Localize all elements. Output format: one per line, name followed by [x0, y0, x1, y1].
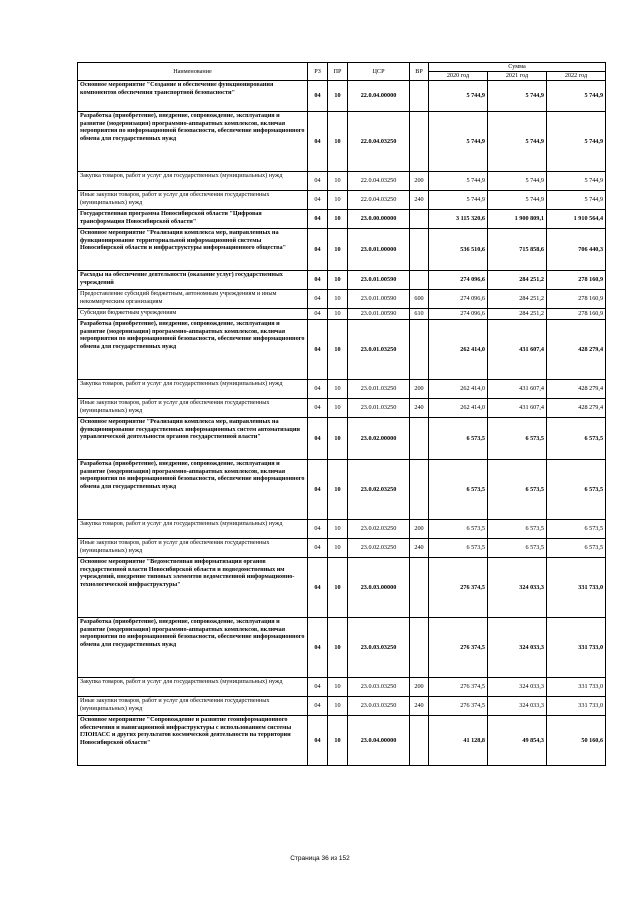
row-csr: 23.0.03.03250	[348, 697, 410, 716]
row-name: Закупка товаров, работ и услуг для государственных (муниципальных) нужд	[78, 678, 308, 697]
row-pr: 10	[328, 81, 348, 112]
row-csr: 23.0.02.03250	[348, 520, 410, 539]
row-amount-2022: 6 573,5	[547, 520, 606, 539]
row-amount-2021: 5 744,9	[488, 81, 547, 112]
row-amount-2022: 6 573,5	[547, 539, 606, 558]
table-row	[78, 112, 606, 172]
row-name: Закупка товаров, работ и услуг для государственных (муниципальных) нужд	[78, 172, 308, 191]
row-amount-2020: 262 414,0	[429, 380, 488, 399]
row-vr: 240	[410, 697, 429, 716]
row-amount-2020: 274 096,6	[429, 271, 488, 290]
row-csr: 23.0.04.00000	[348, 716, 410, 766]
row-rz: 04	[308, 399, 328, 418]
table-row	[78, 558, 606, 618]
row-csr: 23.0.02.03250	[348, 539, 410, 558]
row-name: Основное мероприятие "Сопровождение и развитие геоинформационного обеспечения и навигационной инфраструктуры с использованием системы ГЛОНАСС и других результатов космической деятельности на территории Новосибирской области"	[78, 716, 308, 766]
row-csr: 22.0.04.00000	[348, 81, 410, 112]
row-pr: 10	[328, 290, 348, 309]
table-row	[78, 460, 606, 520]
header-year-2020: 2020 год	[429, 72, 488, 81]
row-csr: 23.0.03.03250	[348, 618, 410, 678]
row-vr	[410, 81, 429, 112]
row-name: Основное мероприятие "Ведомственная информатизация органов государственной власти Новосибирской области и подведомственных им учреждений, внедрение типовых элементов ведомственной информационно-технологической инфраструктуры"	[78, 558, 308, 618]
row-rz: 04	[308, 81, 328, 112]
row-amount-2022: 6 573,5	[547, 418, 606, 460]
row-vr: 200	[410, 380, 429, 399]
row-rz: 04	[308, 697, 328, 716]
row-csr: 23.0.02.00000	[348, 418, 410, 460]
header-sum: Сумма	[429, 63, 606, 72]
row-csr: 23.0.03.03250	[348, 678, 410, 697]
row-csr: 22.0.04.03250	[348, 191, 410, 210]
table-row	[78, 229, 606, 271]
row-vr: 200	[410, 678, 429, 697]
row-amount-2021: 284 251,2	[488, 290, 547, 309]
row-amount-2022: 5 744,9	[547, 81, 606, 112]
row-amount-2022: 706 440,3	[547, 229, 606, 271]
row-csr: 22.0.04.03250	[348, 112, 410, 172]
row-amount-2020: 276 374,5	[429, 618, 488, 678]
row-pr: 10	[328, 399, 348, 418]
row-amount-2022: 50 160,6	[547, 716, 606, 766]
row-amount-2022: 428 279,4	[547, 399, 606, 418]
header-csr: ЦСР	[348, 63, 410, 81]
budget-table	[77, 62, 606, 766]
row-amount-2021: 6 573,5	[488, 539, 547, 558]
row-amount-2020: 6 573,5	[429, 418, 488, 460]
table-row	[78, 81, 606, 112]
row-rz: 04	[308, 678, 328, 697]
row-csr: 23.0.01.03250	[348, 380, 410, 399]
row-amount-2021: 324 033,3	[488, 697, 547, 716]
row-rz: 04	[308, 290, 328, 309]
row-vr	[410, 460, 429, 520]
row-amount-2020: 274 096,6	[429, 290, 488, 309]
row-rz: 04	[308, 618, 328, 678]
row-amount-2021: 324 033,3	[488, 558, 547, 618]
row-pr: 10	[328, 520, 348, 539]
row-rz: 04	[308, 172, 328, 191]
row-pr: 10	[328, 210, 348, 229]
row-csr: 22.0.04.03250	[348, 172, 410, 191]
table-row	[78, 399, 606, 418]
row-pr: 10	[328, 172, 348, 191]
table-row	[78, 539, 606, 558]
row-rz: 04	[308, 716, 328, 766]
row-vr: 200	[410, 520, 429, 539]
row-pr: 10	[328, 460, 348, 520]
row-amount-2020: 6 573,5	[429, 539, 488, 558]
row-pr: 10	[328, 716, 348, 766]
row-csr: 23.0.00.00000	[348, 210, 410, 229]
row-amount-2021: 324 033,3	[488, 678, 547, 697]
row-amount-2022: 331 733,0	[547, 697, 606, 716]
table-row	[78, 309, 606, 320]
row-csr: 23.0.01.00000	[348, 229, 410, 271]
row-amount-2022: 5 744,9	[547, 191, 606, 210]
row-amount-2020: 3 115 320,6	[429, 210, 488, 229]
row-pr: 10	[328, 309, 348, 320]
row-amount-2020: 262 414,0	[429, 399, 488, 418]
row-vr: 240	[410, 399, 429, 418]
row-amount-2022: 278 160,9	[547, 271, 606, 290]
row-amount-2022: 278 160,9	[547, 309, 606, 320]
row-amount-2021: 431 607,4	[488, 399, 547, 418]
row-amount-2020: 276 374,5	[429, 697, 488, 716]
row-rz: 04	[308, 320, 328, 380]
row-name: Разработка (приобретение), внедрение, сопровождение, эксплуатация и развитие (модернизация) программно-аппаратных комплексов, включая мероприятия по информационной безопасности, обеспечение информационного обмена для государственных нужд	[78, 320, 308, 380]
table-row	[78, 320, 606, 380]
header-year-2022: 2022 год	[547, 72, 606, 81]
row-amount-2020: 5 744,9	[429, 112, 488, 172]
row-amount-2020: 274 096,6	[429, 309, 488, 320]
row-pr: 10	[328, 380, 348, 399]
header-pr: ПР	[328, 63, 348, 81]
row-name: Субсидии бюджетным учреждениям	[78, 309, 308, 320]
row-rz: 04	[308, 418, 328, 460]
row-name: Иные закупки товаров, работ и услуг для обеспечения государственных (муниципальных) нужд	[78, 697, 308, 716]
table-row	[78, 618, 606, 678]
row-vr	[410, 210, 429, 229]
row-pr: 10	[328, 558, 348, 618]
row-amount-2021: 284 251,2	[488, 271, 547, 290]
row-amount-2022: 5 744,9	[547, 172, 606, 191]
table-row	[78, 380, 606, 399]
row-csr: 23.0.01.00590	[348, 271, 410, 290]
row-amount-2022: 5 744,9	[547, 112, 606, 172]
page-number: Страница 36 из 152	[290, 855, 350, 862]
row-pr: 10	[328, 539, 348, 558]
row-name: Предоставление субсидий бюджетным, автономным учреждениям и иным некоммерческим организациям	[78, 290, 308, 309]
row-pr: 10	[328, 418, 348, 460]
row-rz: 04	[308, 229, 328, 271]
row-amount-2020: 41 128,8	[429, 716, 488, 766]
table-row	[78, 418, 606, 460]
row-name: Основное мероприятие "Реализация комплекса мер, направленных на функционирование государственных информационных систем автоматизации управленческой деятельности органов государственной власти"	[78, 418, 308, 460]
row-amount-2021: 6 573,5	[488, 418, 547, 460]
row-name: Расходы на обеспечение деятельности (оказание услуг) государственных учреждений	[78, 271, 308, 290]
row-name: Иные закупки товаров, работ и услуг для обеспечения государственных (муниципальных) нужд	[78, 539, 308, 558]
row-name: Иные закупки товаров, работ и услуг для обеспечения государственных (муниципальных) нужд	[78, 399, 308, 418]
row-pr: 10	[328, 320, 348, 380]
row-vr	[410, 558, 429, 618]
row-pr: 10	[328, 271, 348, 290]
header-vr: ВР	[410, 63, 429, 81]
row-amount-2021: 324 033,3	[488, 618, 547, 678]
row-pr: 10	[328, 697, 348, 716]
row-amount-2021: 5 744,9	[488, 191, 547, 210]
row-amount-2021: 5 744,9	[488, 112, 547, 172]
row-amount-2021: 6 573,5	[488, 460, 547, 520]
row-amount-2022: 331 733,0	[547, 678, 606, 697]
row-rz: 04	[308, 460, 328, 520]
row-amount-2021: 284 251,2	[488, 309, 547, 320]
row-name: Закупка товаров, работ и услуг для государственных (муниципальных) нужд	[78, 380, 308, 399]
row-csr: 23.0.03.00000	[348, 558, 410, 618]
table-body	[78, 81, 606, 766]
row-amount-2022: 331 733,0	[547, 558, 606, 618]
row-name: Разработка (приобретение), внедрение, сопровождение, эксплуатация и развитие (модернизация) программно-аппаратных комплексов, включая мероприятия по информационной безопасности, обеспечение информационного обмена для государственных нужд	[78, 460, 308, 520]
row-amount-2021: 6 573,5	[488, 520, 547, 539]
row-name: Основное мероприятие "Создание и обеспечение функционирования компонентов обеспечения транспортной безопасности"	[78, 81, 308, 112]
table-row	[78, 678, 606, 697]
row-name: Закупка товаров, работ и услуг для государственных (муниципальных) нужд	[78, 520, 308, 539]
row-amount-2021: 431 607,4	[488, 320, 547, 380]
table-row	[78, 716, 606, 766]
row-name: Иные закупки товаров, работ и услуг для обеспечения государственных (муниципальных) нужд	[78, 191, 308, 210]
row-amount-2022: 331 733,0	[547, 618, 606, 678]
table-row	[78, 172, 606, 191]
header-year-2021: 2021 год	[488, 72, 547, 81]
row-amount-2021: 715 858,6	[488, 229, 547, 271]
row-csr: 23.0.01.03250	[348, 320, 410, 380]
row-name: Разработка (приобретение), внедрение, сопровождение, эксплуатация и развитие (модернизация) программно-аппаратных комплексов, включая мероприятия по информационной безопасности, обеспечение информационного обмена для государственных нужд	[78, 112, 308, 172]
row-rz: 04	[308, 309, 328, 320]
row-amount-2021: 5 744,9	[488, 172, 547, 191]
row-vr: 610	[410, 309, 429, 320]
table-row	[78, 191, 606, 210]
row-vr	[410, 618, 429, 678]
row-pr: 10	[328, 112, 348, 172]
row-pr: 10	[328, 618, 348, 678]
row-amount-2022: 428 279,4	[547, 380, 606, 399]
row-name: Основное мероприятие "Реализация комплекса мер, направленных на функционирование территориальной информационной системы Новосибирской области и инфраструктуры информационного общества"	[78, 229, 308, 271]
row-amount-2020: 5 744,9	[429, 191, 488, 210]
row-amount-2020: 536 510,6	[429, 229, 488, 271]
row-name: Разработка (приобретение), внедрение, сопровождение, эксплуатация и развитие (модернизация) программно-аппаратных комплексов, включая мероприятия по информационной безопасности, обеспечение информационного обмена для государственных нужд	[78, 618, 308, 678]
row-csr: 23.0.02.03250	[348, 460, 410, 520]
row-amount-2020: 276 374,5	[429, 678, 488, 697]
row-amount-2020: 5 744,9	[429, 172, 488, 191]
row-rz: 04	[308, 112, 328, 172]
header-rz: РЗ	[308, 63, 328, 81]
row-vr	[410, 112, 429, 172]
row-amount-2022: 428 279,4	[547, 320, 606, 380]
row-rz: 04	[308, 271, 328, 290]
row-vr: 200	[410, 172, 429, 191]
row-vr	[410, 716, 429, 766]
row-csr: 23.0.01.00590	[348, 309, 410, 320]
row-amount-2021: 49 854,3	[488, 716, 547, 766]
row-amount-2022: 6 573,5	[547, 460, 606, 520]
row-vr	[410, 229, 429, 271]
row-vr	[410, 418, 429, 460]
row-csr: 23.0.01.03250	[348, 399, 410, 418]
row-vr: 600	[410, 290, 429, 309]
row-amount-2020: 262 414,0	[429, 320, 488, 380]
row-rz: 04	[308, 558, 328, 618]
row-pr: 10	[328, 678, 348, 697]
table-row	[78, 210, 606, 229]
row-vr: 240	[410, 191, 429, 210]
row-vr	[410, 320, 429, 380]
row-rz: 04	[308, 380, 328, 399]
row-amount-2020: 276 374,5	[429, 558, 488, 618]
row-amount-2020: 6 573,5	[429, 520, 488, 539]
row-name: Государственная программа Новосибирской области "Цифровая трансформация Новосибирской области"	[78, 210, 308, 229]
row-amount-2021: 431 607,4	[488, 380, 547, 399]
row-amount-2022: 278 160,9	[547, 290, 606, 309]
table-row	[78, 520, 606, 539]
row-amount-2020: 6 573,5	[429, 460, 488, 520]
row-rz: 04	[308, 520, 328, 539]
header-name: Наименование	[78, 63, 308, 81]
row-csr: 23.0.01.00590	[348, 290, 410, 309]
row-amount-2020: 5 744,9	[429, 81, 488, 112]
row-pr: 10	[328, 229, 348, 271]
row-rz: 04	[308, 539, 328, 558]
row-rz: 04	[308, 191, 328, 210]
table-row	[78, 290, 606, 309]
row-pr: 10	[328, 191, 348, 210]
row-vr: 240	[410, 539, 429, 558]
row-amount-2022: 1 910 564,4	[547, 210, 606, 229]
row-vr	[410, 271, 429, 290]
row-amount-2021: 1 900 809,1	[488, 210, 547, 229]
table-row	[78, 697, 606, 716]
row-rz: 04	[308, 210, 328, 229]
table-row	[78, 271, 606, 290]
